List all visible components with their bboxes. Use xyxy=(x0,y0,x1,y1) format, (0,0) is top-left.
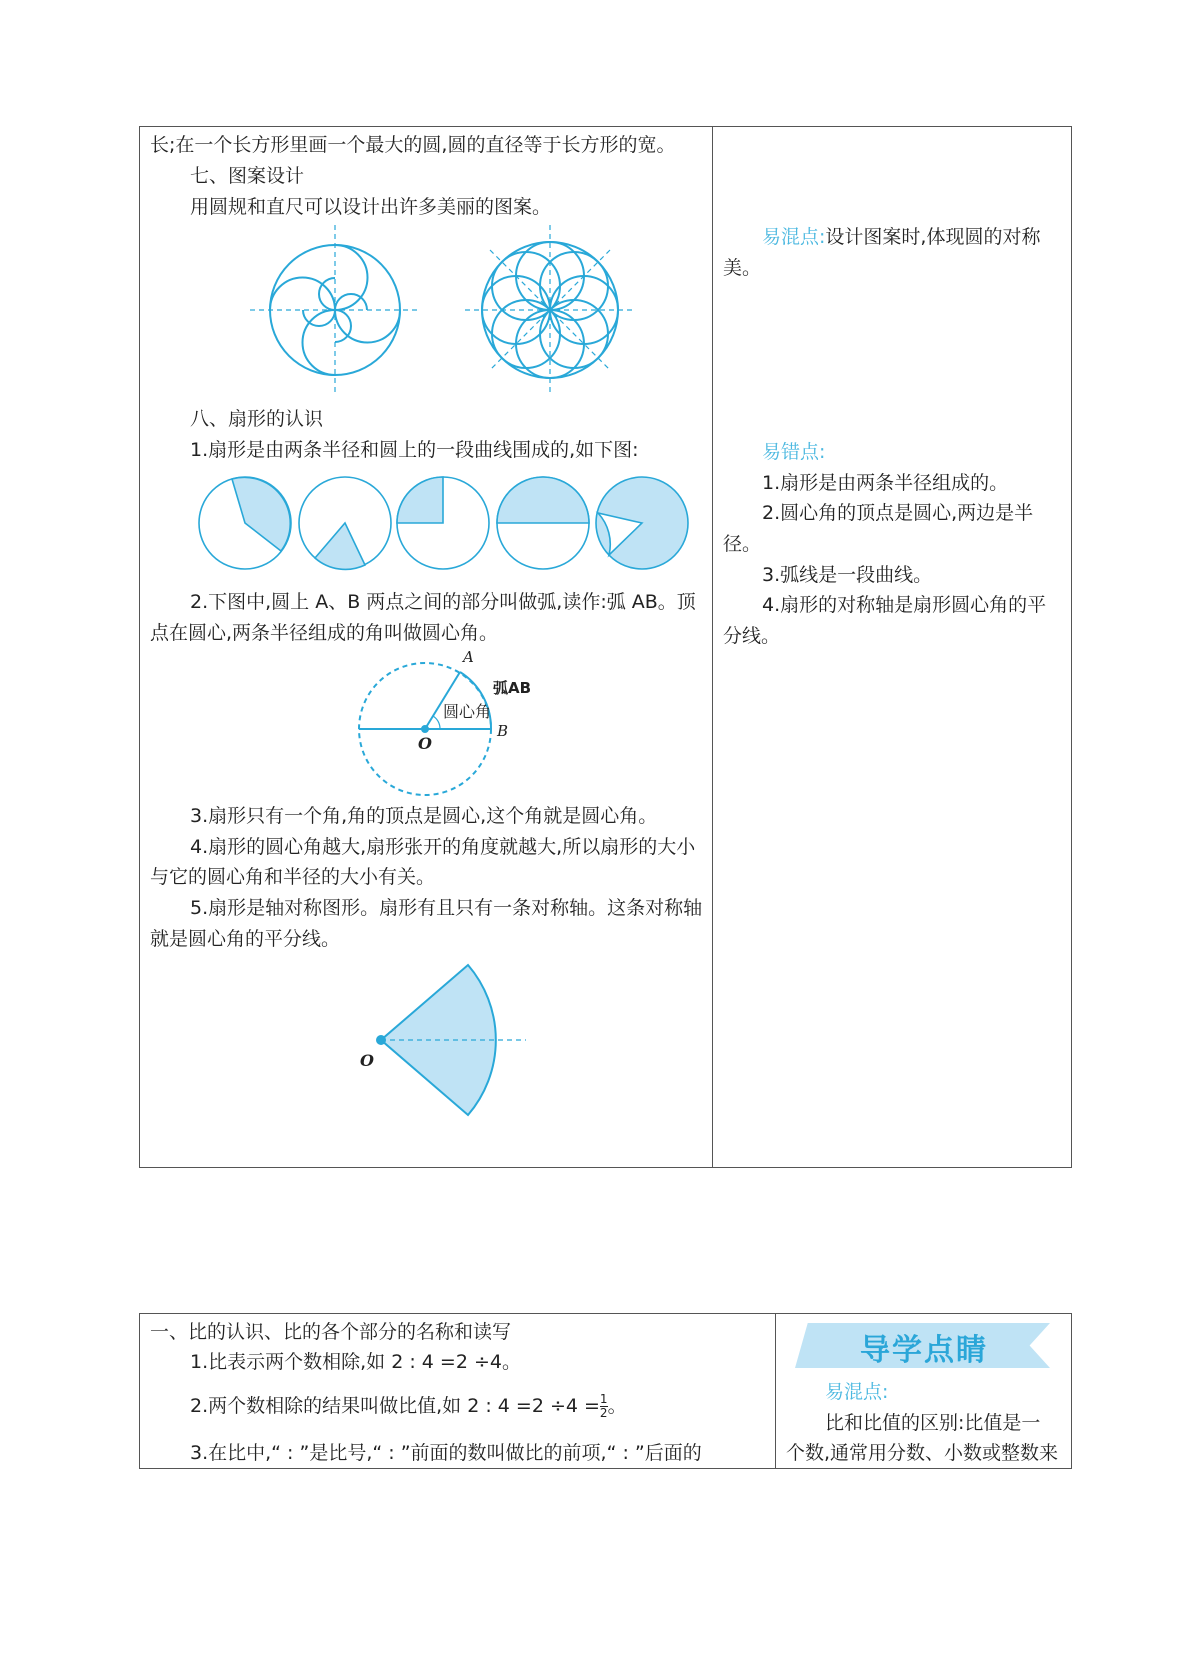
text-line: 1.比表示两个数相除,如 2 : 4 =2 ÷4。 xyxy=(190,1351,521,1373)
confuse-label: 易混点: xyxy=(825,1381,889,1403)
pattern-figure-swirl xyxy=(250,225,420,395)
text-line: 4.扇形的圆心角越大,扇形张开的角度就越大,所以扇形的大小 xyxy=(190,836,696,858)
sector-example-3 xyxy=(397,477,489,569)
text-line: 就是圆心角的平分线。 xyxy=(150,928,341,950)
text-line: 2.下图中,圆上 A、B 两点之间的部分叫做弧,读作:弧 AB。顶 xyxy=(190,591,696,613)
confuse-text-cont: 美。 xyxy=(723,257,762,279)
text-line: 用圆规和直尺可以设计出许多美丽的图案。 xyxy=(190,196,552,218)
confuse-text: 比和比值的区别:比值是一 xyxy=(825,1412,1041,1434)
fraction xyxy=(600,1393,608,1420)
text-line: 与它的圆心角和半径的大小有关。 xyxy=(150,866,436,888)
error-item: 4.扇形的对称轴是扇形圆心角的平 xyxy=(762,594,1047,616)
error-label: 易错点: xyxy=(762,441,826,463)
sector-example-5 xyxy=(596,477,688,569)
error-item: 3.弧线是一段曲线。 xyxy=(762,564,933,586)
error-item: 径。 xyxy=(723,533,762,555)
heading-ratio: 一、比的认识、比的各个部分的名称和读写 xyxy=(150,1321,512,1343)
sector-examples xyxy=(195,473,695,573)
period: 。 xyxy=(607,1395,627,1417)
text-line: 3.扇形只有一个角,角的顶点是圆心,这个角就是圆心角。 xyxy=(190,805,658,827)
error-item: 1.扇形是由两条半径组成的。 xyxy=(762,472,1009,494)
text-line: 3.在比中,“ : ”是比号,“ : ”前面的数叫做比的前项,“ : ”后面的 xyxy=(190,1442,702,1464)
banner-title: 导学点睛 xyxy=(860,1333,988,1368)
column-divider xyxy=(712,126,713,1167)
label-point-a: A xyxy=(463,648,474,666)
heading-pattern-design: 七、图案设计 xyxy=(190,165,305,187)
sector-example-4 xyxy=(497,477,589,569)
pattern-figure-flower xyxy=(465,225,635,395)
sector-example-1 xyxy=(199,477,291,569)
label-sector-center-o: O xyxy=(360,1051,374,1070)
text-line: 5.扇形是轴对称图形。扇形有且只有一条对称轴。这条对称轴 xyxy=(190,897,703,919)
heading-sector: 八、扇形的认识 xyxy=(190,408,324,430)
error-item: 2.圆心角的顶点是圆心,两边是半 xyxy=(762,502,1034,524)
text-line: 点在圆心,两条半径组成的角叫做圆心角。 xyxy=(150,622,499,644)
text-line: 长;在一个长方形里画一个最大的圆,圆的直径等于长方形的宽。 xyxy=(150,134,676,156)
column-divider xyxy=(775,1313,776,1468)
error-item: 分线。 xyxy=(723,625,781,647)
text-line: 1.扇形是由两条半径和圆上的一段曲线围成的,如下图: xyxy=(190,439,639,461)
confuse-text: 个数,通常用分数、小数或整数来 xyxy=(786,1442,1059,1464)
confuse-note xyxy=(762,222,1040,253)
confuse-text: 设计图案时,体现圆的对称 xyxy=(825,226,1041,248)
sector-symmetry-figure xyxy=(370,960,540,1120)
label-point-b: B xyxy=(497,722,509,740)
text-line xyxy=(190,1391,627,1422)
label-arc-ab: 弧AB xyxy=(493,679,532,697)
label-center-o: O xyxy=(418,734,432,753)
sector-example-2 xyxy=(299,477,391,569)
label-central-angle: 圆心角 xyxy=(443,702,492,721)
fraction-denominator: 2 xyxy=(599,1406,608,1420)
fraction-numerator: 1 xyxy=(599,1392,608,1406)
text-line-main: 2.两个数相除的结果叫做比值,如 2 : 4 =2 ÷4 = xyxy=(190,1395,600,1417)
confuse-label: 易混点: xyxy=(762,226,826,248)
